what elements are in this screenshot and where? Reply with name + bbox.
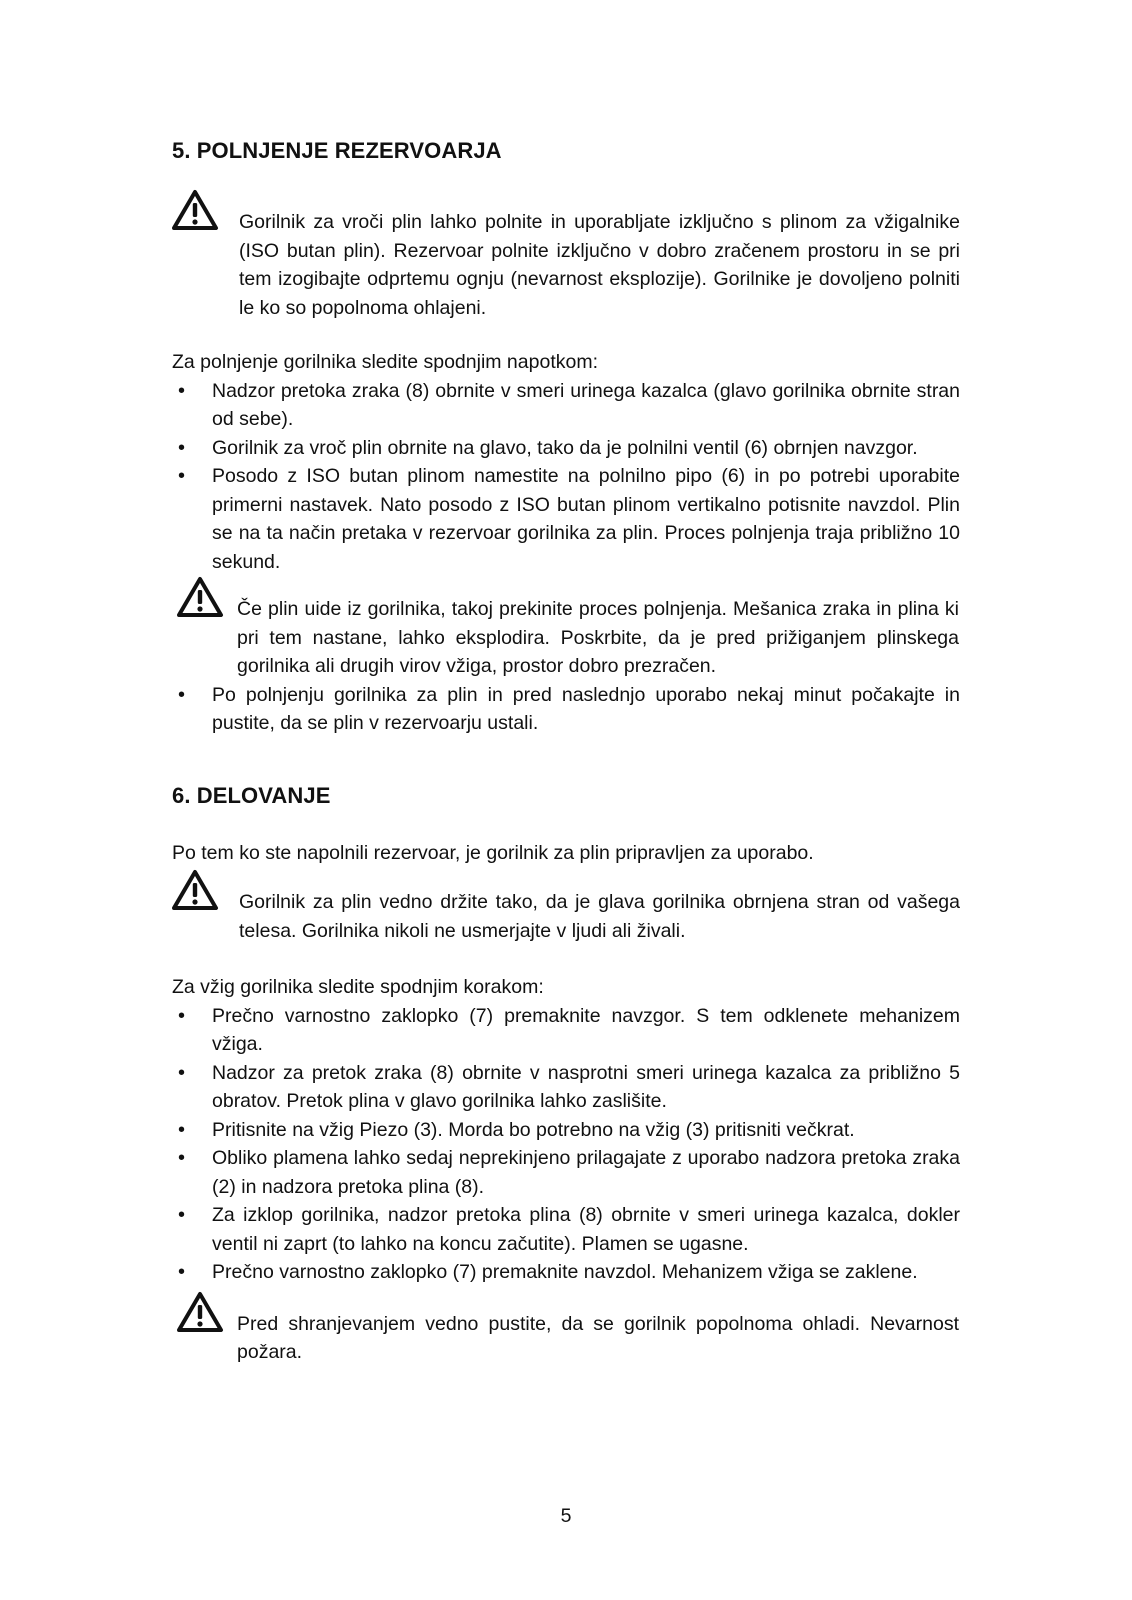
list-item: • Gorilnik za vroč plin obrnite na glavo, tako da je polnilni ventil (6) obrnjen navzgor. (172, 434, 960, 463)
warning-text: Gorilnik za vroči plin lahko polnite in uporabljate izključno s plinom za vžigalnike (ISO butan plin). Rezervoar polnite izključno v dobro zračenem prostoru in se pri tem izogibajte odprtemu ognju (nevarnost eksplozije). Gorilnike je dovoljeno polniti le ko so popolnoma ohlajeni. (239, 211, 960, 319)
list-item: • Nadzor pretoka zraka (8) obrnite v smeri urinega kazalca (glavo gorilnika obrnite stran od sebe). (172, 377, 960, 434)
section-6-steps-intro: Za vžig gorilnika sledite spodnjim korakom: (172, 976, 544, 998)
list-item: • Pritisnite na vžig Piezo (3). Morda bo potrebno na vžig (3) pritisniti večkrat. (172, 1116, 960, 1145)
warning-triangle-icon (171, 869, 219, 911)
warning-text: Če plin uide iz gorilnika, takoj prekinite proces polnjenja. Mešanica zraka in plina ki pri tem nastane, lahko eksplodira. Poskrbite, da je pred prižiganjem plinskega gorilnika ali drugih virov vžiga, prostor dobro prezračen. (237, 598, 959, 677)
section-5-intro: Za polnjenje gorilnika sledite spodnjim napotkom: (172, 351, 598, 373)
warning-text: Pred shranjevanjem vedno pustite, da se gorilnik popolnoma ohladi. Nevarnost požara. (237, 1312, 959, 1363)
section-6-warning-1 (172, 869, 960, 945)
list-item: • Prečno varnostno zaklopko (7) premaknite navzgor. S tem odklenete mehanizem vžiga. (172, 1002, 960, 1059)
section-6-warning-2 (177, 1291, 960, 1367)
list-item: • Po polnjenju gorilnika za plin in pred naslednjo uporabo nekaj minut počakajte in pustite, da se plin v rezervoarju ustali. (172, 681, 960, 738)
section-5-warning-2 (177, 576, 960, 681)
warning-triangle-icon (171, 189, 219, 231)
list-item: • Posodo z ISO butan plinom namestite na polnilno pipo (6) in po potrebi uporabite primerni nastavek. Nato posodo z ISO butan plinom vertikalno potisnite navzdol. Plin se na ta način pretaka v rezervoar gorilnika za plin. Proces polnjenja traja približno 10 sekund. (172, 462, 960, 576)
section-6-intro: Po tem ko ste napolnili rezervoar, je gorilnik za plin pripravljen za uporabo. (172, 841, 814, 864)
page-content (172, 136, 960, 1367)
list-item: • Prečno varnostno zaklopko (7) premaknite navzdol. Mehanizem vžiga se zaklene. (172, 1258, 960, 1287)
section-5-warning-1 (172, 189, 960, 322)
list-item: • Nadzor za pretok zraka (8) obrnite v nasprotni smeri urinega kazalca za približno 5 obratov. Pretok plina v glavo gorilnika lahko zaslišite. (172, 1059, 960, 1116)
list-item: • Za izklop gorilnika, nadzor pretoka plina (8) obrnite v smeri urinega kazalca, dokler ventil ni zaprt (to lahko na koncu začutite). Plamen se ugasne. (172, 1201, 960, 1258)
warning-triangle-icon (176, 576, 224, 618)
section-6-heading: 6. DELOVANJE (172, 782, 331, 808)
section-5-heading: 5. POLNJENJE REZERVOARJA (172, 138, 502, 163)
warning-text: Gorilnik za plin vedno držite tako, da je glava gorilnika obrnjena stran od vašega telesa. Gorilnika nikoli ne usmerjajte v ljudi ali živali. (239, 891, 960, 942)
section-6-bullet-list (172, 1002, 960, 1287)
warning-triangle-icon (176, 1291, 224, 1333)
section-5-bullet-list-2 (172, 681, 960, 738)
list-item: • Obliko plamena lahko sedaj neprekinjeno prilagajate z uporabo nadzora pretoka zraka (2) in nadzora pretoka plina (8). (172, 1144, 960, 1201)
page-number: 5 (560, 1505, 572, 1527)
section-5-bullet-list (172, 377, 960, 577)
